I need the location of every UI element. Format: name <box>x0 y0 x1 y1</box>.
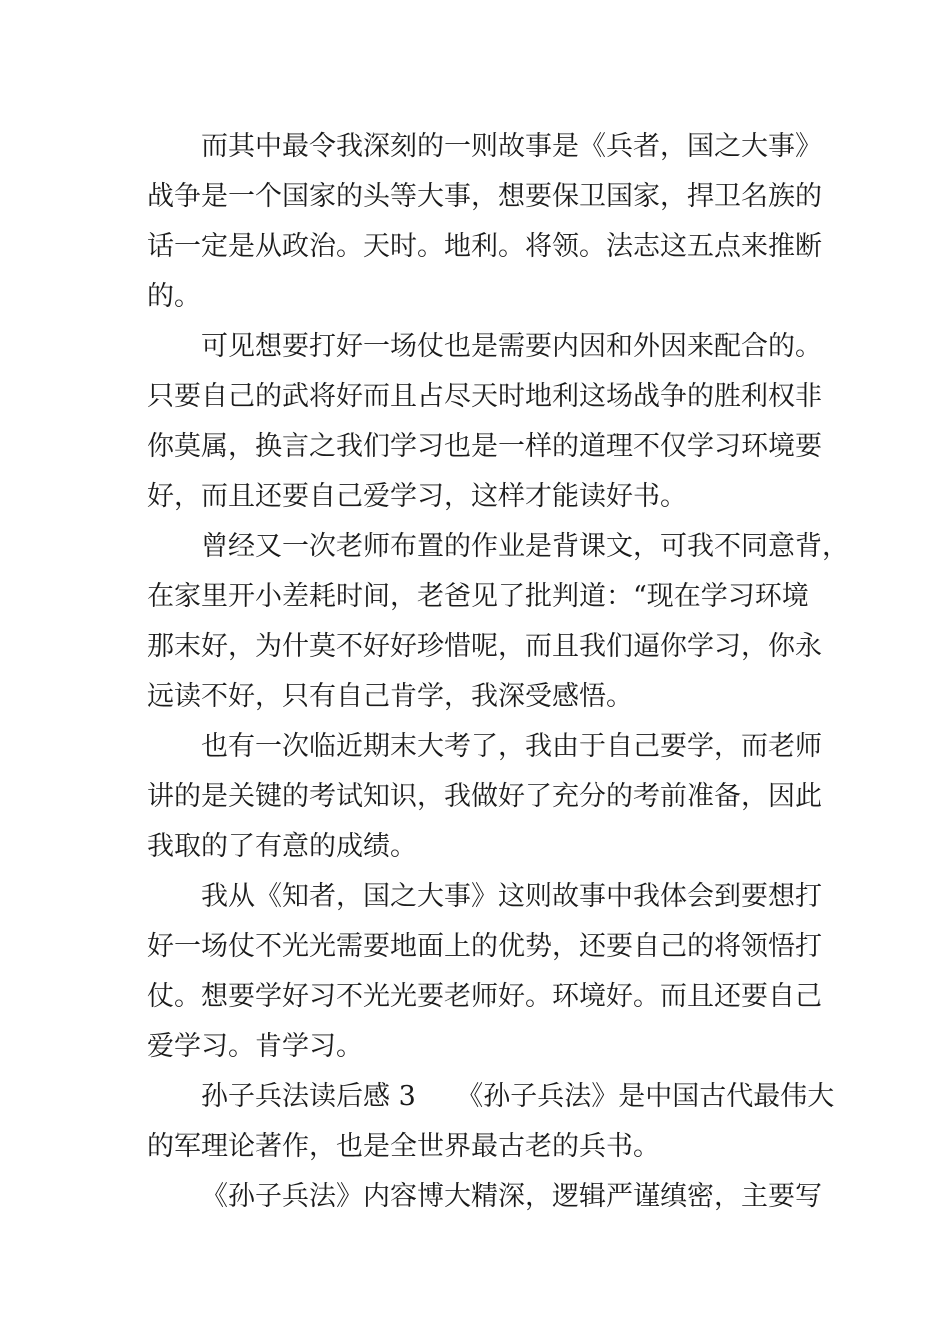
text-line: 也有一次临近期末大考了，我由于自己要学，而老师 <box>201 731 822 762</box>
text-line: 而其中最令我深刻的一则故事是《兵者，国之大事》 <box>201 131 822 162</box>
text-line: 的军理论著作，也是全世界最古老的兵书。 <box>147 1131 660 1162</box>
text-line: 《孙子兵法》内容博大精深，逻辑严谨缜密，主要写 <box>201 1181 822 1212</box>
text-line: 战争是一个国家的头等大事，想要保卫国家，捍卫名族的 <box>147 181 822 212</box>
text-line: 我从《知者，国之大事》这则故事中我体会到要想打 <box>201 881 822 912</box>
text-line: 仗。想要学好习不光光要老师好。环境好。而且还要自己 <box>147 981 822 1012</box>
section-heading-line: 孙子兵法读后感 3 《孙子兵法》是中国古代最伟大 <box>201 1081 835 1112</box>
text-line: 在家里开小差耗时间，老爸见了批判道：“现在学习环境 <box>147 581 809 612</box>
text-line: 远读不好，只有自己肯学，我深受感悟。 <box>147 681 633 712</box>
text-line: 爱学习。肯学习。 <box>147 1031 363 1062</box>
text-line: 好，而且还要自己爱学习，这样才能读好书。 <box>147 481 687 512</box>
text-line: 讲的是关键的考试知识，我做好了充分的考前准备，因此 <box>147 781 822 812</box>
text-line: 曾经又一次老师布置的作业是背课文，可我不同意背， <box>201 531 849 562</box>
text-line: 好一场仗不光光需要地面上的优势，还要自己的将领悟打 <box>147 931 822 962</box>
text-line: 的。 <box>147 281 201 312</box>
text-line: 只要自己的武将好而且占尽天时地利这场战争的胜利权非 <box>147 381 822 412</box>
text-line: 话一定是从政治。天时。地利。将领。法志这五点来推断 <box>147 231 822 262</box>
text-line: 可见想要打好一场仗也是需要内因和外因来配合的。 <box>201 331 822 362</box>
text-line: 那末好，为什莫不好好珍惜呢，而且我们逼你学习，你永 <box>147 631 822 662</box>
text-line: 你莫属，换言之我们学习也是一样的道理不仅学习环境要 <box>147 431 822 462</box>
text-line: 我取的了有意的成绩。 <box>147 831 417 862</box>
